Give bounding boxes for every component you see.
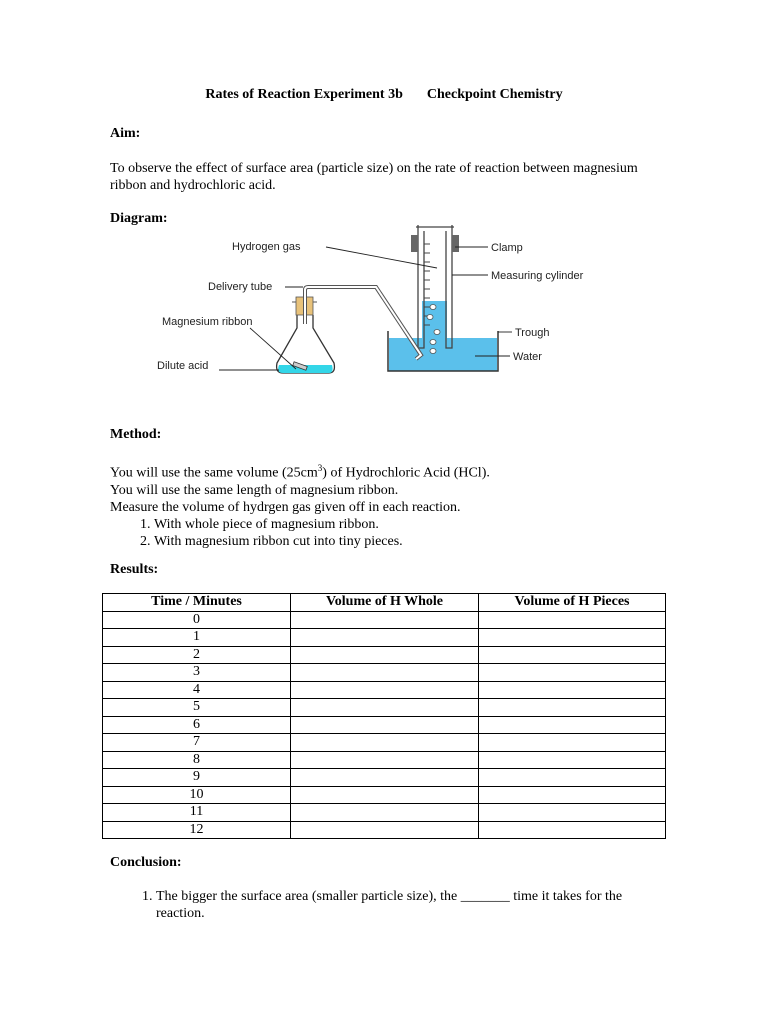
- table-row: [103, 664, 666, 682]
- label-measuring-cylinder: Measuring cylinder: [491, 270, 584, 282]
- volume-whole-cell[interactable]: [291, 716, 479, 734]
- volume-pieces-cell[interactable]: [479, 699, 666, 717]
- time-cell: 0: [103, 611, 291, 629]
- volume-whole-cell[interactable]: [291, 699, 479, 717]
- table-row: [103, 716, 666, 734]
- method-line-1-pre: You will use the same volume (25cm: [110, 465, 318, 481]
- volume-pieces-cell[interactable]: [479, 664, 666, 682]
- table-row: [103, 786, 666, 804]
- aim-heading: Aim:: [110, 126, 141, 141]
- column-header-pieces: Volume of H Pieces: [479, 594, 666, 612]
- title-left: Rates of Reaction Experiment 3b: [205, 87, 403, 102]
- volume-pieces-cell[interactable]: [479, 769, 666, 787]
- volume-pieces-cell[interactable]: [479, 751, 666, 769]
- time-cell: 8: [103, 751, 291, 769]
- table-row: [103, 611, 666, 629]
- diagram-heading: Diagram:: [110, 211, 168, 226]
- label-water: Water: [513, 351, 542, 363]
- volume-pieces-cell[interactable]: [479, 646, 666, 664]
- label-hydrogen-gas: Hydrogen gas: [232, 241, 301, 253]
- volume-pieces-cell[interactable]: [479, 821, 666, 839]
- table-header: [103, 594, 666, 612]
- table-row: [103, 699, 666, 717]
- volume-whole-cell[interactable]: [291, 821, 479, 839]
- method-step: 1. With whole piece of magnesium ribbon.: [154, 516, 670, 533]
- volume-pieces-cell[interactable]: [479, 629, 666, 647]
- clamp: [411, 235, 418, 252]
- volume-pieces-cell[interactable]: [479, 611, 666, 629]
- apparatus-diagram: [0, 0, 768, 420]
- time-cell: 7: [103, 734, 291, 752]
- label-trough: Trough: [515, 327, 550, 339]
- volume-whole-cell[interactable]: [291, 646, 479, 664]
- volume-pieces-cell[interactable]: [479, 734, 666, 752]
- method-text: [110, 460, 670, 550]
- time-cell: 4: [103, 681, 291, 699]
- volume-whole-cell[interactable]: [291, 769, 479, 787]
- volume-whole-cell[interactable]: [291, 664, 479, 682]
- table-row: [103, 629, 666, 647]
- conclusion-list: [110, 888, 670, 922]
- table-row: [103, 751, 666, 769]
- aim-text: To observe the effect of surface area (particle size) on the rate of reaction between magnesium ribbon and hydrochloric acid.: [110, 161, 638, 193]
- conclusion-item: 1. The bigger the surface area (smaller particle size), the _______ time it takes for the reaction.: [156, 888, 670, 922]
- title-right: Checkpoint Chemistry: [426, 87, 563, 102]
- time-cell: 5: [103, 699, 291, 717]
- method-step: 2. With magnesium ribbon cut into tiny pieces.: [154, 533, 670, 550]
- volume-whole-cell[interactable]: [291, 751, 479, 769]
- column-header-whole: Volume of H Whole: [291, 594, 479, 612]
- table-row: [103, 821, 666, 839]
- label-delivery-tube: Delivery tube: [208, 281, 273, 293]
- volume-whole-cell[interactable]: [291, 804, 479, 822]
- time-cell: 2: [103, 646, 291, 664]
- volume-whole-cell[interactable]: [291, 786, 479, 804]
- method-line-3: Measure the volume of hydrgen gas given off in each reaction.: [110, 499, 461, 515]
- time-cell: 9: [103, 769, 291, 787]
- method-steps: [110, 516, 670, 550]
- results-table: [102, 593, 666, 839]
- volume-pieces-cell[interactable]: [479, 716, 666, 734]
- time-cell: 10: [103, 786, 291, 804]
- label-clamp: Clamp: [491, 242, 523, 254]
- time-cell: 11: [103, 804, 291, 822]
- time-cell: 6: [103, 716, 291, 734]
- volume-pieces-cell[interactable]: [479, 786, 666, 804]
- volume-whole-cell[interactable]: [291, 629, 479, 647]
- column-header-time: Time / Minutes: [103, 594, 291, 612]
- method-line-1: [110, 460, 670, 482]
- superscript: 3: [317, 463, 323, 473]
- label-magnesium-ribbon: Magnesium ribbon: [162, 316, 253, 328]
- table-row: [103, 646, 666, 664]
- volume-pieces-cell[interactable]: [479, 681, 666, 699]
- volume-whole-cell[interactable]: [291, 734, 479, 752]
- table-row: [103, 804, 666, 822]
- time-cell: 3: [103, 664, 291, 682]
- table-row: [103, 769, 666, 787]
- time-cell: 12: [103, 821, 291, 839]
- results-heading: Results:: [110, 562, 159, 577]
- conclusion-heading: Conclusion:: [110, 855, 182, 870]
- table-row: [103, 681, 666, 699]
- method-line-2: You will use the same length of magnesium ribbon.: [110, 482, 399, 498]
- volume-whole-cell[interactable]: [291, 611, 479, 629]
- method-heading: Method:: [110, 427, 162, 442]
- time-cell: 1: [103, 629, 291, 647]
- label-dilute-acid: Dilute acid: [157, 360, 209, 372]
- table-row: [103, 734, 666, 752]
- volume-pieces-cell[interactable]: [479, 804, 666, 822]
- method-line-1-post: ) of Hydrochloric Acid (HCl).: [322, 465, 490, 481]
- volume-whole-cell[interactable]: [291, 681, 479, 699]
